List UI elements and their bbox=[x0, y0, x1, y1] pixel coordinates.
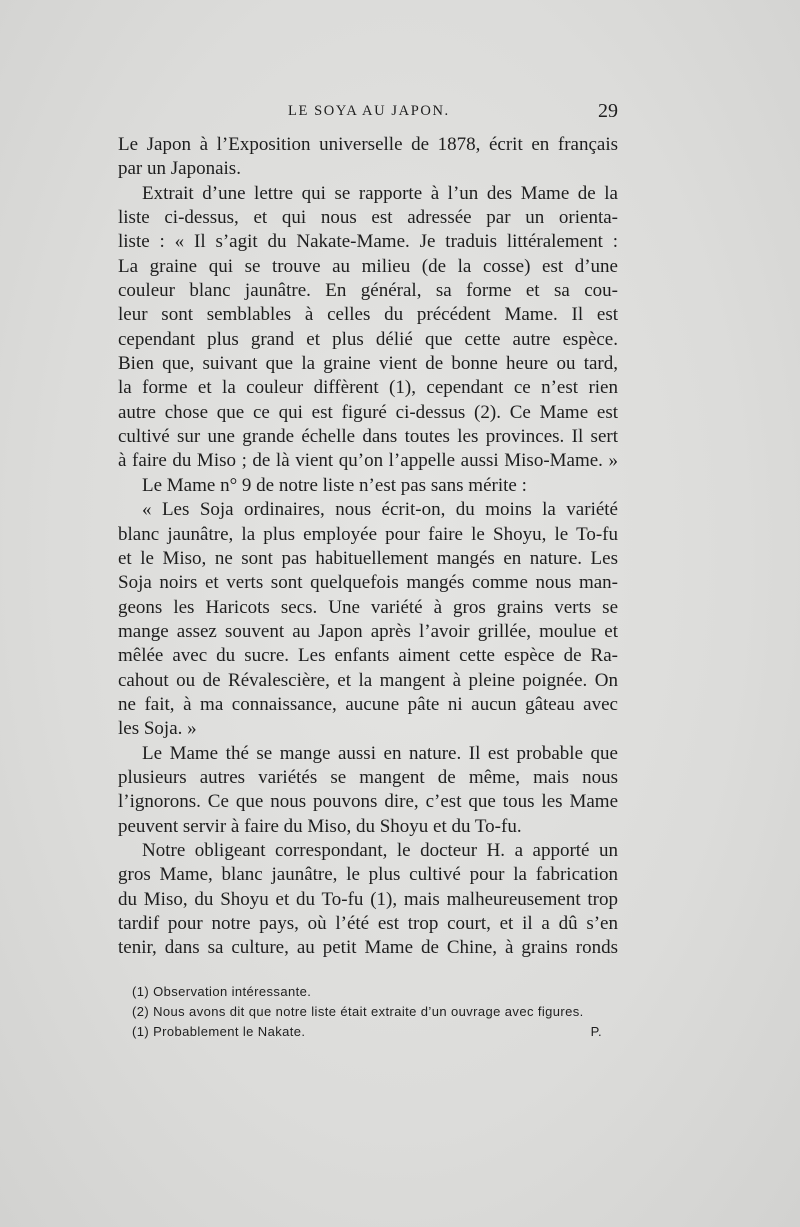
footnotes bbox=[132, 982, 602, 1042]
text-line: cahout ou de Révalescière, et la mangent à pleine poignée. On bbox=[118, 669, 618, 691]
text-line: tenir, dans sa culture, au petit Mame de Chine, à grains ronds bbox=[118, 937, 618, 959]
text-line: mêlée avec du sucre. Les enfants aiment cette espèce de Ra- bbox=[118, 645, 618, 667]
text-line: blanc jaunâtre, la plus employée pour faire le Shoyu, le To-fu bbox=[118, 523, 618, 545]
text-line: Le Mame n° 9 de notre liste n’est pas sans mérite : bbox=[142, 474, 527, 496]
text-line: Soja noirs et verts sont quelquefois mangés comme nous man- bbox=[118, 572, 618, 594]
body-text bbox=[118, 133, 618, 961]
text-line: gros Mame, blanc jaunâtre, le plus cultivé pour la fabrication bbox=[118, 864, 618, 886]
footnote: (1) Observation intéressante. bbox=[132, 984, 312, 999]
text-line: liste ci-dessus, et qui nous est adressée par un orienta- bbox=[118, 207, 618, 229]
footnote: (2) Nous avons dit que notre liste était extraite d’un ouvrage avec figures. bbox=[132, 1004, 584, 1019]
footnote-row bbox=[132, 1022, 602, 1042]
text-line: La graine qui se trouve au milieu (de la cosse) est d’une bbox=[118, 255, 618, 277]
text-line: les Soja. » bbox=[118, 718, 197, 740]
text-line: mange assez souvent au Japon après l’avoir grillée, moulue et bbox=[118, 620, 618, 642]
footnote-signature: P. bbox=[590, 1024, 602, 1039]
footnote: (1) Probablement le Nakate. bbox=[132, 1024, 306, 1039]
text-line: leur sont semblables à celles du précédent Mame. Il est bbox=[118, 304, 618, 326]
text-line: geons les Haricots secs. Une variété à gros grains verts se bbox=[118, 596, 618, 618]
text-line: Extrait d’une lettre qui se rapporte à l’un des Mame de la bbox=[142, 182, 618, 204]
text-line: la forme et la couleur diffèrent (1), cependant ce n’est rien bbox=[118, 377, 618, 399]
text-line: couleur blanc jaunâtre. En général, sa forme et sa cou- bbox=[118, 280, 618, 302]
text-line: ne fait, à ma connaissance, aucune pâte ni aucun gâteau avec bbox=[118, 693, 618, 715]
text-line: Le Mame thé se mange aussi en nature. Il est probable que bbox=[142, 742, 618, 764]
text-line: cependant plus grand et plus délié que cette autre espèce. bbox=[118, 328, 618, 350]
page-number: 29 bbox=[598, 100, 618, 122]
text-line: « Les Soja ordinaires, nous écrit-on, du moins la variété bbox=[142, 499, 618, 521]
text-line: Le Japon à l’Exposition universelle de 1878, écrit en français bbox=[118, 134, 618, 155]
running-title: LE SOYA AU JAPON. bbox=[288, 103, 450, 119]
text-line: liste : « Il s’agit du Nakate-Mame. Je traduis littéralement : bbox=[118, 231, 618, 253]
text-line: du Miso, du Shoyu et du To-fu (1), mais malheureusement trop bbox=[118, 888, 618, 910]
running-head bbox=[0, 100, 800, 125]
text-line: à faire du Miso ; de là vient qu’on l’appelle aussi Miso-Mame. » bbox=[118, 450, 618, 472]
text-line: plusieurs autres variétés se mangent de même, mais nous bbox=[118, 766, 618, 788]
text-line: tardif pour notre pays, où l’été est trop court, et il a dû s’en bbox=[118, 913, 618, 934]
text-line: cultivé sur une grande échelle dans toutes les provinces. Il sert bbox=[118, 426, 618, 448]
text-line: peuvent servir à faire du Miso, du Shoyu et du To-fu. bbox=[118, 815, 522, 837]
text-line: Notre obligeant correspondant, le docteur H. a apporté un bbox=[142, 839, 618, 861]
text-line: l’ignorons. Ce que nous pouvons dire, c’est que tous les Mame bbox=[118, 791, 618, 813]
text-line: Bien que, suivant que la graine vient de bonne heure ou tard, bbox=[118, 353, 618, 375]
text-line: autre chose que ce qui est figuré ci-dessus (2). Ce Mame est bbox=[118, 401, 618, 423]
text-line: et le Miso, ne sont pas habituellement mangés en nature. Les bbox=[118, 547, 618, 569]
text-line: par un Japonais. bbox=[118, 158, 241, 180]
